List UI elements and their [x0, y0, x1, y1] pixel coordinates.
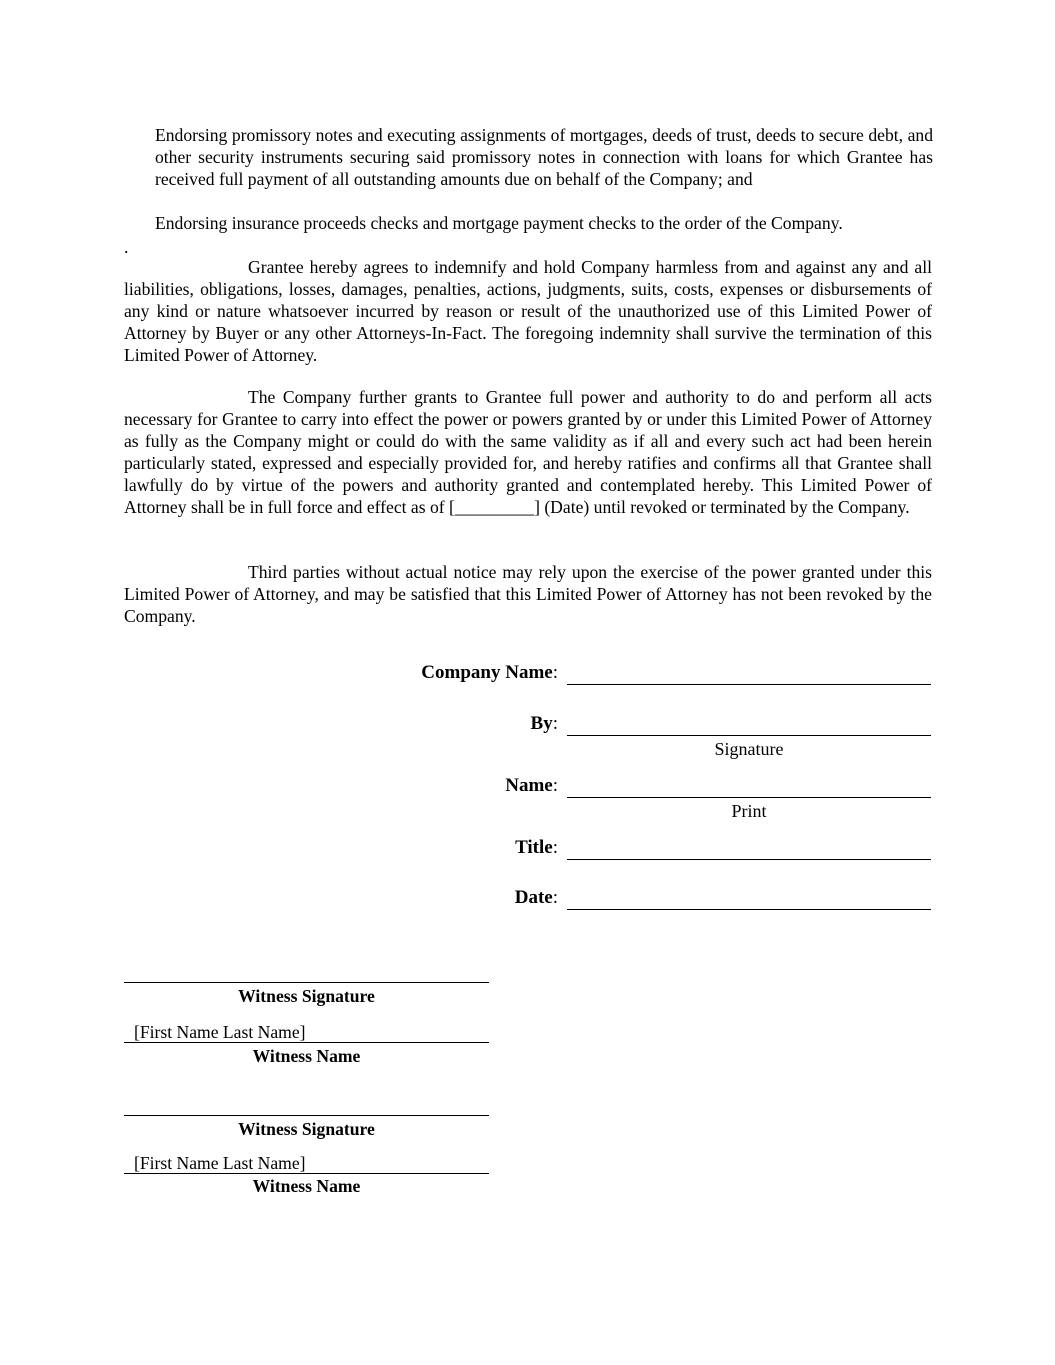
witness-2-signature-label: Witness Signature — [238, 1119, 375, 1139]
witness-1-name-label: Witness Name — [252, 1046, 361, 1066]
title-line[interactable] — [567, 859, 931, 860]
by-label: By: — [530, 713, 558, 734]
witness-1-name-line[interactable] — [124, 1042, 489, 1043]
indemnity-text: Grantee hereby agrees to indemnify and hold Company harmless from and against any and all liabilities, obligations, losses, damages, penalties, actions, judgments, suits, costs, expenses or disbursements of any kind or nature whatsoever incurred by reason or result of the unauthorized use of this Limited Power of Attorney by Buyer or any other Attorneys-In-Fact. The foregoing indemnity shall survive the termination of this Limited Power of Attorney. — [124, 257, 932, 365]
indemnity-paragraph — [124, 256, 932, 366]
name-label: Name: — [505, 775, 558, 796]
witness-2-name-value: [First Name Last Name] — [134, 1153, 306, 1173]
date-line[interactable] — [567, 909, 931, 910]
signature-caption: Signature — [714, 739, 784, 759]
witness-1-name-value: [First Name Last Name] — [134, 1022, 306, 1042]
print-caption: Print — [731, 801, 767, 821]
name-line[interactable] — [567, 797, 931, 798]
company-name-line[interactable] — [567, 684, 931, 685]
company-name-label: Company Name: — [421, 662, 558, 683]
list-item-endorsing-notes: Endorsing promissory notes and executing assignments of mortgages, deeds of trust, deeds to secure debt, and other security instruments securing said promissory notes in connection with loans for which Grantee has received full payment of all outstanding amounts due on behalf of the Company; and — [155, 125, 933, 189]
signature-line[interactable] — [567, 735, 931, 736]
witness-2-name-line[interactable] — [124, 1173, 489, 1174]
witness-1-signature-label: Witness Signature — [238, 986, 375, 1006]
witness-2-name-label: Witness Name — [252, 1176, 361, 1196]
third-parties-text: Third parties without actual notice may rely upon the exercise of the power granted under this Limited Power of Attorney, and may be satisfied that this Limited Power of Attorney has not been revoked by the Company. — [124, 562, 932, 626]
list-item-endorsing-checks: Endorsing insurance proceeds checks and mortgage payment checks to the order of the Company. — [155, 213, 843, 233]
witness-2-signature-line[interactable] — [124, 1115, 489, 1116]
title-label: Title: — [515, 837, 558, 858]
witness-1-signature-line[interactable] — [124, 982, 489, 983]
date-label: Date: — [514, 887, 558, 908]
authority-paragraph — [124, 386, 932, 518]
stray-period: . — [124, 237, 129, 257]
authority-text: The Company further grants to Grantee full power and authority to do and perform all acts necessary for Grantee to carry into effect the power or powers granted by or under this Limited Power of Attorney as fully as the Company might or could do with the same validity as if all and every such act had been herein particularly stated, expressed and especially provided for, and hereby ratifies and confirms all that Grantee shall lawfully do by virtue of the powers and authority granted and contemplated hereby. This Limited Power of Attorney shall be in full force and effect as of [_________] (Date) until revoked or terminated by the Company. — [124, 387, 932, 517]
third-parties-paragraph — [124, 561, 932, 627]
